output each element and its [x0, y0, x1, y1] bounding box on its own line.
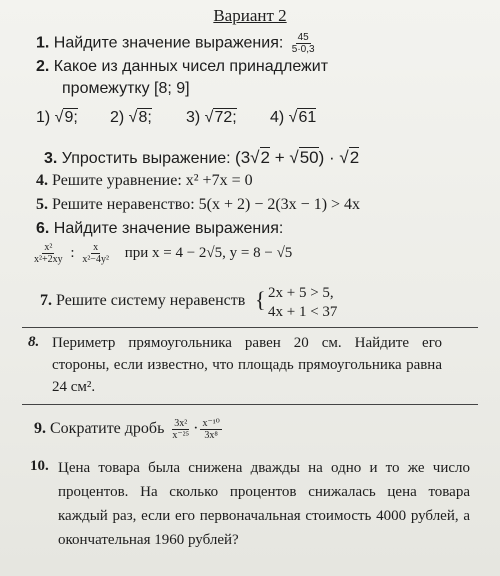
- task-1: [36, 32, 319, 55]
- expr-part: +: [269, 148, 290, 167]
- task-9-fraction-1: [170, 418, 191, 441]
- task-6-condition: при x = 4 − 2√5, y = 8 − √5: [124, 244, 293, 261]
- task-4-number: 4.: [36, 172, 48, 189]
- fraction-1-numerator: x²: [44, 242, 53, 253]
- option-1: 1) √9;: [36, 109, 78, 126]
- task-7-system: [268, 284, 337, 322]
- task-4-text: Решите уравнение: x² +7x = 0: [52, 172, 253, 189]
- task-7-text: Решите систему неравенств: [56, 292, 246, 309]
- task-1-text: Найдите значение выражения:: [53, 34, 284, 52]
- inequality-2: 4x + 1 < 37: [268, 304, 338, 320]
- fraction-1-denominator: x⁻²⁵: [172, 430, 190, 441]
- task-3: [44, 148, 359, 168]
- task-2-text-line2: промежутку [8; 9]: [62, 80, 190, 97]
- expr-part: 2: [349, 148, 360, 167]
- task-6-number: 6.: [36, 220, 50, 237]
- task-8-text: Периметр прямоугольника равен 20 см. Найдите его стороны, если известно, что площадь прямоугольника равна 24 см².: [52, 335, 442, 395]
- task-9: 9. Сократите дробь $\frac{\text{3x²}}{\text{x⁻²⁵}}$ · $\frac{\text{x⁻¹⁰}}{\text{3x⁸}}$: [34, 418, 220, 441]
- task-3-text: Упростить выражение:: [61, 150, 231, 167]
- fraction-2-numerator: x⁻¹⁰: [202, 418, 220, 429]
- task-2: [36, 58, 328, 76]
- task-10-number: 10.: [30, 458, 49, 474]
- option-4-value: 61: [298, 109, 317, 126]
- task-10-text: Цена товара была снижена дважды на одно и то же число процентов. На сколько процентов снижалась цена товара каждый раз, если его первоначальная стоимость 4000 рублей, а окончательная 1960 рублей?: [58, 460, 470, 548]
- task-6-fraction-1: [32, 242, 65, 265]
- task-7: [40, 292, 245, 310]
- task-5: [36, 196, 360, 214]
- task-8-number: 8.: [28, 334, 40, 350]
- task-9-fraction-2: [200, 418, 221, 441]
- task-4: [36, 172, 253, 190]
- task-1-fraction: [290, 32, 317, 55]
- fraction-1-numerator: 3x²: [174, 418, 188, 429]
- task-3-number: 3.: [44, 150, 58, 167]
- variant-title: Вариант 2: [213, 6, 287, 25]
- task-2-number: 2.: [36, 58, 50, 75]
- expr-part: 50: [299, 148, 319, 167]
- task-1-numerator: 45: [297, 32, 309, 43]
- fraction-1-denominator: x²+2xy: [34, 254, 63, 265]
- task-6-fraction-2: [80, 242, 111, 265]
- task-5-text: Решите неравенство: 5(x + 2) − 2(3x − 1) > 4x: [52, 196, 361, 213]
- task-6-text: Найдите значение выражения:: [53, 220, 284, 237]
- fraction-2-denominator: 3x⁸: [204, 430, 218, 441]
- task-6-expression: [30, 242, 292, 265]
- fraction-2-denominator: x²−4y²: [82, 254, 109, 265]
- expr-part: ) ·: [318, 148, 340, 167]
- task-9-number: 9.: [34, 420, 46, 438]
- option-1-label: 1): [36, 109, 51, 126]
- option-3-value: 72;: [214, 109, 237, 126]
- option-4-label: 4): [270, 109, 285, 126]
- option-1-value: 9;: [64, 109, 78, 126]
- task-2-text: Какое из данных чисел принадлежит: [53, 58, 329, 75]
- option-2-value: 8;: [138, 109, 152, 126]
- divider: [22, 404, 478, 405]
- division-sign: :: [70, 244, 75, 261]
- task-3-expression: (3√2 + √50) · √2: [235, 148, 360, 167]
- task-5-number: 5.: [36, 196, 48, 213]
- option-3-label: 3): [186, 109, 201, 126]
- divider: [22, 327, 478, 328]
- task-1-number: 1.: [36, 34, 50, 52]
- fraction-2-numerator: x: [93, 242, 99, 253]
- expr-part: 2: [260, 148, 270, 167]
- task-6: [36, 220, 283, 238]
- expr-part: (3: [235, 148, 251, 167]
- option-4: 4) √61: [270, 109, 317, 126]
- option-3: 3) √72;: [186, 109, 237, 126]
- option-2-label: 2): [110, 109, 125, 126]
- task-7-number: 7.: [40, 292, 52, 309]
- option-2: 2) √8;: [110, 109, 152, 126]
- task-7-brace: {: [255, 287, 266, 312]
- inequality-1: 2x + 5 > 5,: [268, 285, 334, 301]
- task-1-denominator: 5·0,3: [291, 44, 315, 55]
- task-9-text: Сократите дробь: [50, 420, 165, 438]
